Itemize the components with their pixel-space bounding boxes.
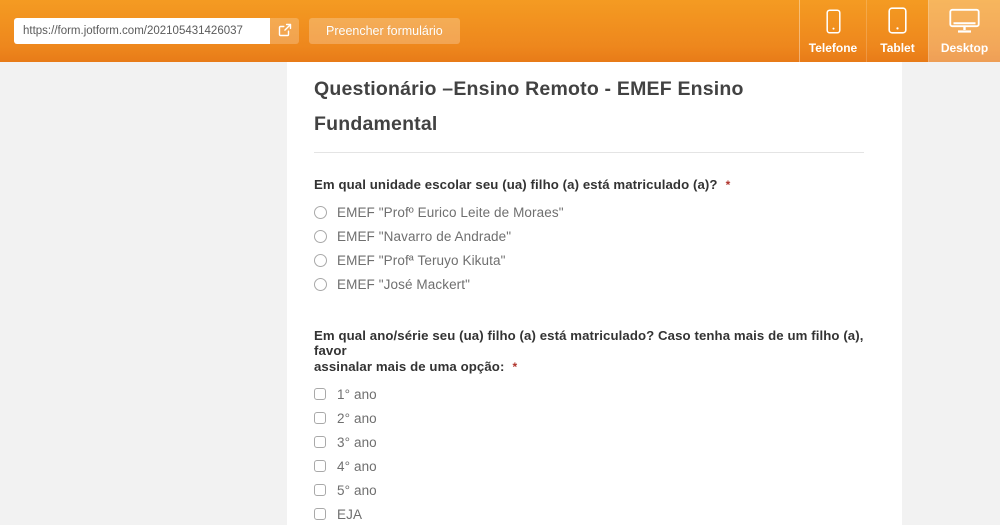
checkbox-option-label: 3° ano <box>337 434 377 450</box>
device-tablet-button[interactable] <box>866 0 928 62</box>
section-divider <box>314 152 864 153</box>
monitor-icon <box>949 8 980 37</box>
checkbox-option-label: 1° ano <box>337 386 377 402</box>
required-asterisk: * <box>512 359 518 374</box>
checkbox-option-row[interactable] <box>314 430 869 454</box>
radio-button-icon[interactable] <box>314 206 327 219</box>
form-url-input[interactable] <box>14 18 270 44</box>
question-school-unit <box>314 177 869 297</box>
device-tablet-label: Tablet <box>880 41 915 55</box>
form-preview-card <box>287 62 902 525</box>
checkbox-option-label: 2° ano <box>337 410 377 426</box>
radio-button-icon[interactable] <box>314 278 327 291</box>
radio-button-icon[interactable] <box>314 230 327 243</box>
checkbox-options <box>314 382 869 525</box>
device-phone-label: Telefone <box>808 41 858 55</box>
device-phone-button[interactable] <box>800 0 866 62</box>
checkbox-option-row[interactable] <box>314 454 869 478</box>
checkbox-option-row[interactable] <box>314 406 869 430</box>
checkbox-icon[interactable] <box>314 412 326 424</box>
radio-option-row[interactable] <box>314 273 869 297</box>
fill-form-button[interactable]: Preencher formulário <box>309 18 460 44</box>
checkbox-icon[interactable] <box>314 460 326 472</box>
radio-option-row[interactable] <box>314 249 869 273</box>
question-grade-year <box>314 328 869 525</box>
tablet-icon <box>888 7 907 37</box>
checkbox-option-row[interactable] <box>314 382 869 406</box>
radio-option-label: EMEF "Navarro de Andrade" <box>337 229 512 244</box>
radio-option-label: EMEF "Profª Teruyo Kikuta" <box>337 253 506 268</box>
question-text-line2: assinalar mais de uma opção: <box>314 358 505 374</box>
radio-option-label: EMEF "Profº Eurico Leite de Moraes" <box>337 205 564 220</box>
checkbox-icon[interactable] <box>314 508 326 520</box>
checkbox-icon[interactable] <box>314 484 326 496</box>
checkbox-icon[interactable] <box>314 388 326 400</box>
device-preview-switcher <box>799 0 1000 62</box>
checkbox-option-label: EJA <box>337 506 363 522</box>
radio-option-label: EMEF "José Mackert" <box>337 277 471 292</box>
preview-toolbar <box>0 0 1000 62</box>
checkbox-option-row[interactable] <box>314 478 869 502</box>
radio-option-row[interactable] <box>314 201 869 225</box>
device-desktop-label: Desktop <box>940 41 989 55</box>
required-asterisk: * <box>725 178 731 192</box>
checkbox-option-label: 5° ano <box>337 482 377 498</box>
checkbox-option-label: 4° ano <box>337 458 377 474</box>
radio-options <box>314 201 869 297</box>
question-label <box>314 177 869 194</box>
radio-option-row[interactable] <box>314 225 869 249</box>
external-link-icon <box>278 23 292 40</box>
question-text: Em qual unidade escolar seu (ua) filho (a) está matriculado (a)? <box>314 177 718 192</box>
radio-button-icon[interactable] <box>314 254 327 267</box>
question-text-line1: Em qual ano/série seu (ua) filho (a) está matriculado? Caso tenha mais de um filho (a), favor <box>314 327 864 358</box>
checkbox-icon[interactable] <box>314 436 326 448</box>
phone-icon <box>826 9 841 37</box>
form-title: Questionário –Ensino Remoto - EMEF Ensino Fundamental <box>314 78 744 135</box>
device-desktop-button[interactable] <box>928 0 1000 62</box>
checkbox-option-row[interactable] <box>314 502 869 525</box>
question-label <box>314 328 869 376</box>
open-form-button[interactable] <box>270 18 299 44</box>
